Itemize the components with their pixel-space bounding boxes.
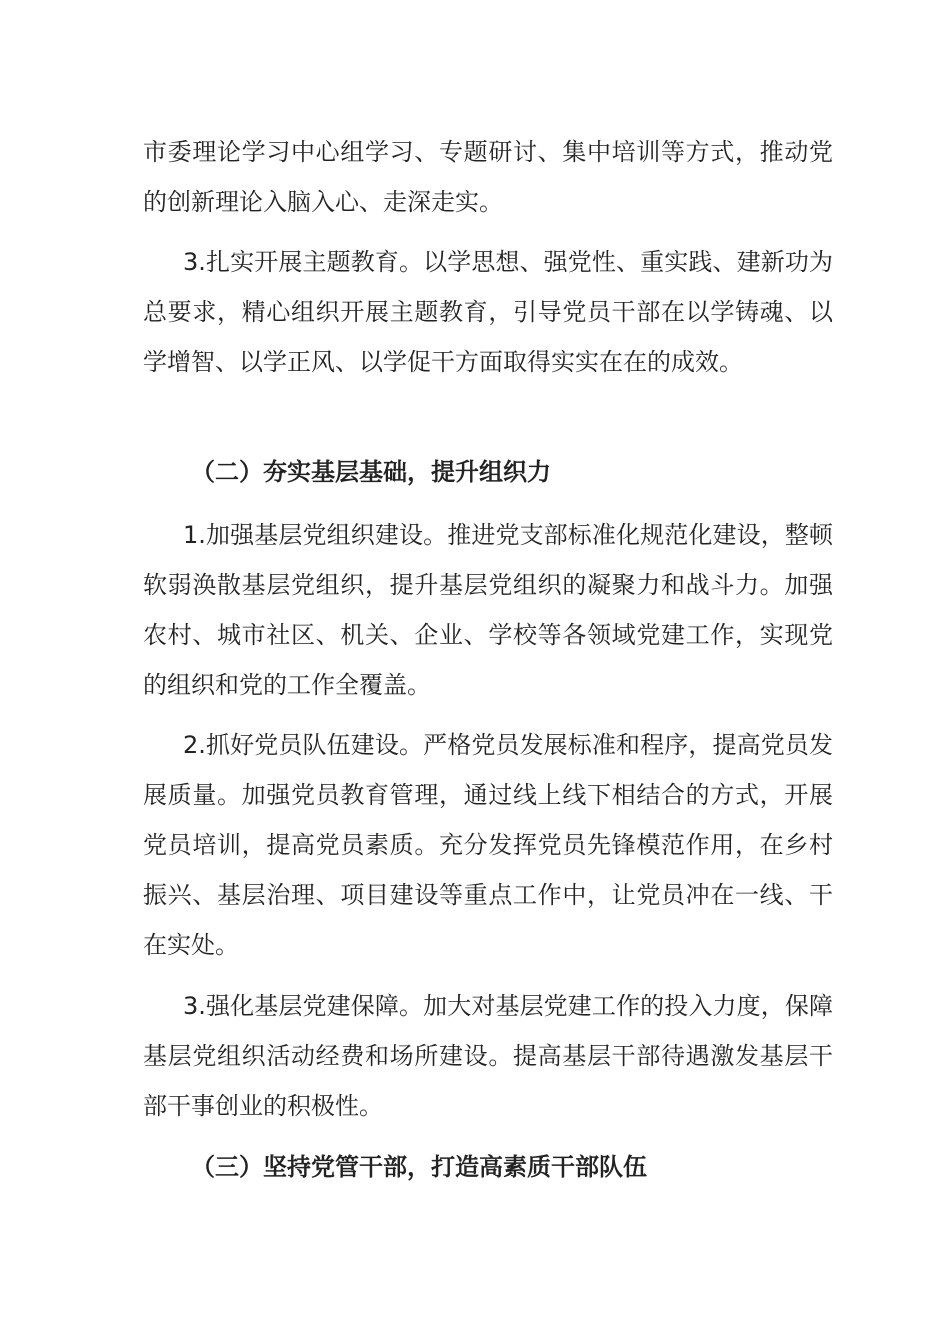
paragraph-theory-study-continuation: 市委理论学习中心组学习、专题研讨、集中培训等方式，推动党的创新理论入脑入心、走深走实。 [143, 138, 833, 216]
paragraph-party-member-team: 2.抓好党员队伍建设。严格党员发展标准和程序，提高党员发展质量。加强党员教育管理，通过线上线下相结合的方式，开展党员培训，提高党员素质。充分发挥党员先锋模范作用，在乡村振兴、基层治理、项目建设等重点工作中，让党员冲在一线、干在实处。 [143, 731, 833, 959]
paragraph-grassroots-guarantee: 3.强化基层党建保障。加大对基层党建工作的投入力度，保障基层党组织活动经费和场所建设。提高基层干部待遇激发基层干部干事创业的积极性。 [143, 992, 833, 1120]
paragraph-theme-education: 3.扎实开展主题教育。以学思想、强党性、重实践、建新功为总要求，精心组织开展主题教育，引导党员干部在以学铸魂、以学增智、以学正风、以学促干方面取得实实在在的成效。 [143, 248, 833, 376]
section-heading-grassroots: （二）夯实基层基础，提升组织力 [191, 458, 551, 486]
section-heading-cadre-team: （三）坚持党管干部，打造高素质干部队伍 [191, 1153, 647, 1181]
paragraph-party-organization-building: 1.加强基层党组织建设。推进党支部标准化规范化建设，整顿软弱涣散基层党组织，提升基层党组织的凝聚力和战斗力。加强农村、城市社区、机关、企业、学校等各领域党建工作，实现党的组织和党的工作全覆盖。 [143, 521, 833, 699]
